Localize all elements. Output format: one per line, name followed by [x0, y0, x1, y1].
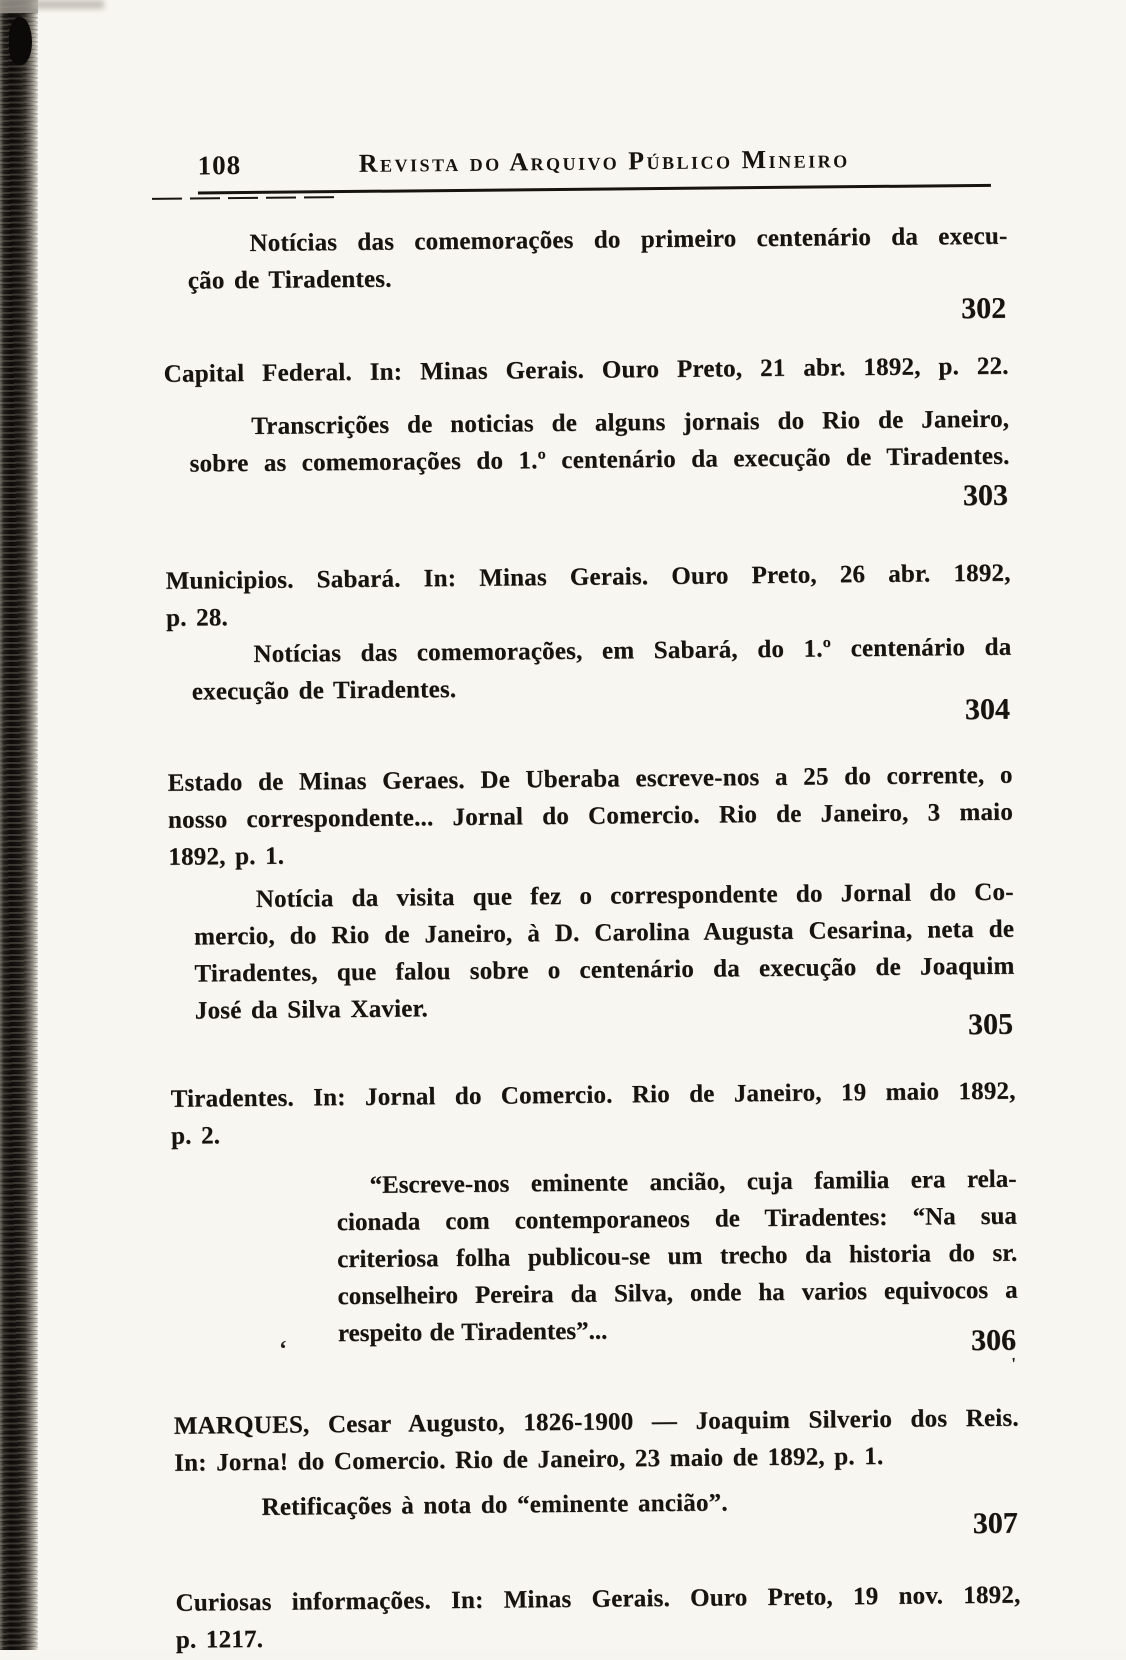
- page-content: [162, 141, 1021, 1659]
- text-line: mercio, do Rio de Janeiro, à D. Carolina Augusta Cesarina, neta de: [193, 915, 1015, 951]
- entry-number: 302: [960, 291, 1007, 326]
- text-line: nosso correspondente... Jornal do Comercio. Rio de Janeiro, 3 maio: [167, 798, 1014, 834]
- text-line: respeito de Tiradentes”...: [337, 1317, 608, 1348]
- text-line: Notícias das comemorações do primeiro centenário da execu-: [249, 222, 1008, 257]
- text-line: José da Silva Xavier.: [194, 995, 429, 1025]
- page-header: [162, 141, 1007, 185]
- text-line: Notícia da visita que fez o correspondente do Jornal do Co-: [255, 878, 1014, 913]
- annotation-note: [191, 629, 1012, 735]
- text-line: MARQUES, Cesar Augusto, 1826-1900 — Joaquim Silverio dos Reis.: [173, 1404, 1019, 1440]
- reference-entry: [175, 1577, 1021, 1659]
- scan-artifact-mark: ': [1011, 1353, 1017, 1374]
- text-line: Municipios. Sabará. In: Minas Gerais. Ouro Preto, 26 abr. 1892,: [165, 559, 1011, 595]
- text-line: Transcrições de noticias de alguns jornais do Rio de Janeiro,: [251, 405, 1010, 440]
- text-line: p. 28.: [165, 604, 229, 632]
- entry-number: 306: [970, 1323, 1017, 1358]
- quoted-note: [336, 1161, 1018, 1365]
- text-line: Retificações à nota do “eminente ancião”.: [261, 1489, 728, 1521]
- journal-title: Revista do Arquivo Público Mineiro: [358, 144, 850, 178]
- reference-entry: [174, 1400, 1020, 1482]
- text-line: conselheiro Pereira da Silva, onde ha varios equivocos a: [337, 1276, 1018, 1311]
- entry-number: 307: [972, 1506, 1018, 1541]
- reference-entry: [170, 1073, 1016, 1155]
- header-rule: [162, 184, 1007, 200]
- entry-number: 305: [967, 1007, 1014, 1042]
- text-line: p. 2.: [170, 1122, 221, 1150]
- scan-artifact-mark: ‘: [278, 1336, 288, 1363]
- text-line: p. 1217.: [175, 1625, 264, 1654]
- text-line: cionada com contemporaneos de Tiradentes: “Na sua: [336, 1202, 1017, 1237]
- reference-entry: [166, 555, 1012, 637]
- entry-number: 304: [964, 692, 1011, 727]
- text-line: execução de Tiradentes.: [191, 675, 457, 706]
- text-line: “Escreve-nos eminente ancião, cuja familia era rela-: [369, 1165, 1017, 1199]
- header-rule-line: [198, 184, 991, 195]
- text-line: Curiosas informações. In: Minas Gerais. Ouro Preto, 19 nov. 1892,: [175, 1581, 1021, 1617]
- text-line: Tiradentes. In: Jornal do Comercio. Rio de Janeiro, 19 maio 1892,: [170, 1077, 1016, 1113]
- annotation-note: [189, 401, 1010, 521]
- reference-entry: [164, 348, 1009, 393]
- text-line: Tiradentes, que falou sobre o centenário da execução de Joaquim: [194, 952, 1015, 988]
- annotation-note: [187, 218, 1008, 334]
- annotation-note: [194, 874, 1016, 1050]
- text-line: ção de Tiradentes.: [187, 265, 392, 295]
- text-line: criteriosa folha publicou-se um trecho da historia do sr.: [337, 1239, 1018, 1274]
- text-line: Capital Federal. In: Minas Gerais. Ouro Preto, 21 abr. 1892, p. 22.: [163, 352, 1009, 388]
- reference-entry: [167, 757, 1013, 876]
- page-number: 108: [197, 150, 242, 181]
- annotation-note: [199, 1482, 1020, 1549]
- text-line: In: Jorna! do Comercio. Rio de Janeiro, 23 maio de 1892, p. 1.: [174, 1442, 884, 1477]
- entries: [162, 218, 1021, 1659]
- entry-number: 303: [962, 478, 1009, 513]
- text-line: Estado de Minas Geraes. De Uberaba escreve-nos a 25 do corrente, o: [167, 761, 1013, 797]
- header-rule-dashes: [152, 196, 340, 200]
- text-line: sobre as comemorações do 1.º centenário da execução de Tiradentes.: [189, 442, 1010, 478]
- text-line: 1892, p. 1.: [168, 842, 285, 871]
- text-line: Notícias das comemorações, em Sabará, do 1.º centenário da: [253, 633, 1012, 668]
